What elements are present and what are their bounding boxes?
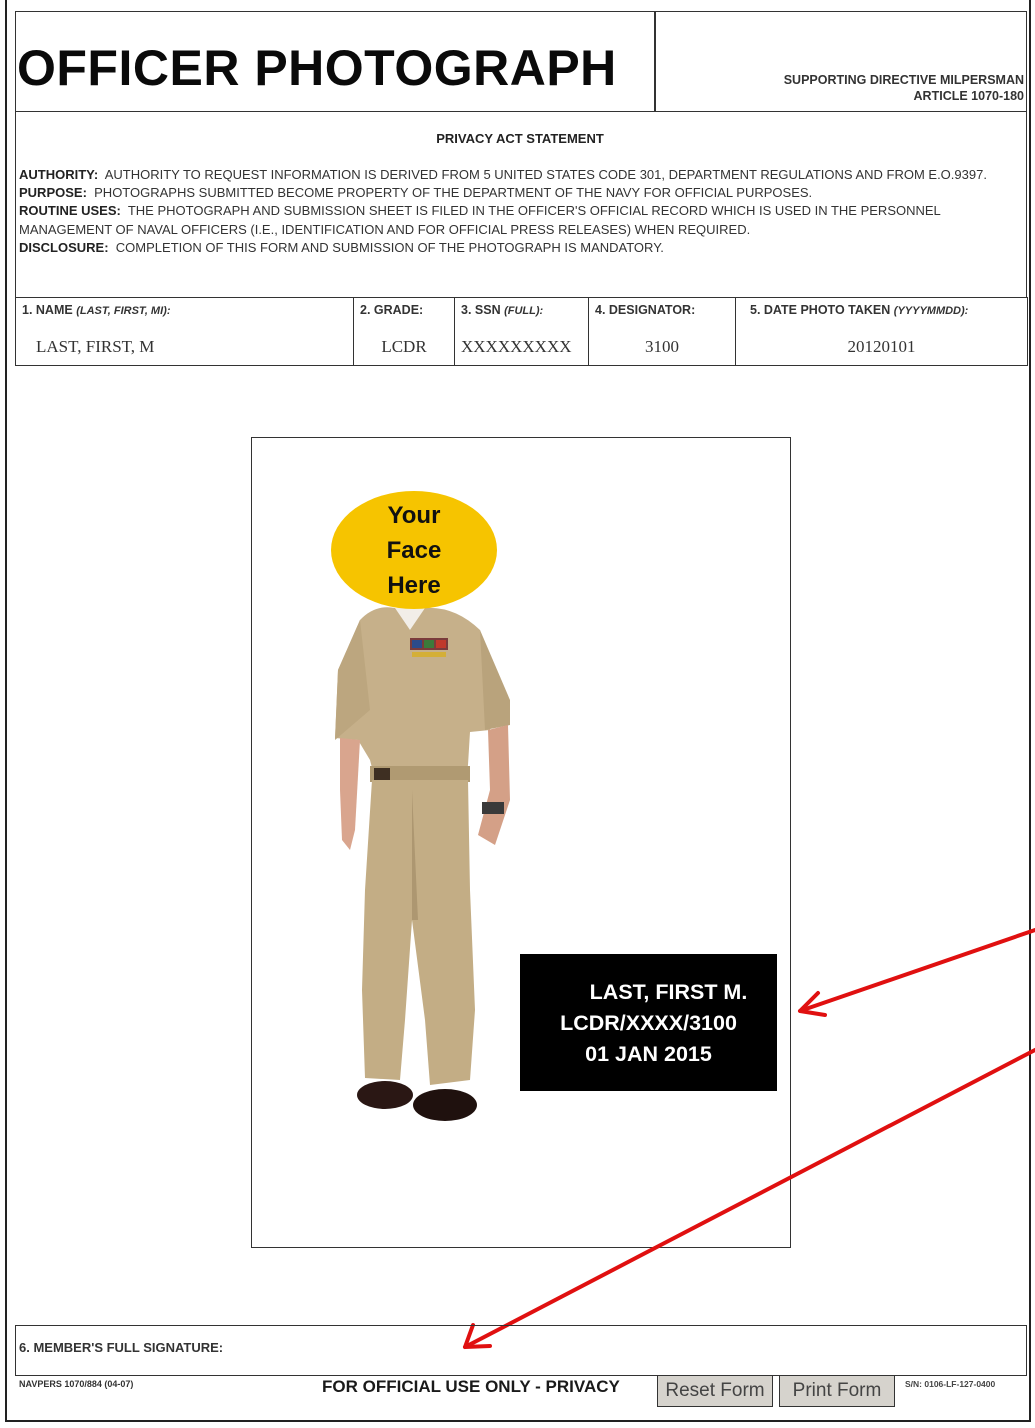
disclosure-label: DISCLOSURE: [19, 239, 109, 255]
member-info-table [15, 297, 1028, 366]
purpose-text: PHOTOGRAPHS SUBMITTED BECOME PROPERTY OF THE DEPARTMENT OF THE NAVY FOR OFFICIAL PURPOSES. [94, 185, 813, 201]
stock-number: S/N: 0106-LF-127-0400 [905, 1379, 996, 1389]
privacy-act-statement [19, 166, 1029, 257]
authority-text: AUTHORITY TO REQUEST INFORMATION IS DERIVED FROM 5 UNITED STATES CODE 301, DEPARTMENT REGULATIONS AND FROM E.O.9397. [104, 167, 987, 182]
placard-name: LAST, FIRST M. [589, 980, 748, 1004]
name-placard [520, 954, 777, 1091]
disclosure-text: COMPLETION OF THIS FORM AND SUBMISSION OF THE PHOTOGRAPH IS MANDATORY. [115, 239, 664, 255]
date-photo-taken-field[interactable]: 20120101 [847, 337, 916, 356]
fouo-notice: FOR OFFICIAL USE ONLY - PRIVACY [322, 1377, 620, 1396]
routine-uses-text: THE PHOTOGRAPH AND SUBMISSION SHEET IS FILED IN THE OFFICER'S OFFICIAL RECORD WHICH IS USED IN THE PERSONNEL MANAGEMENT OF NAVAL OFFICERS (I.E., IDENTIFICATION AND FOR OFFICIAL PRESS RELEASES) WHEN REQUIRED. [19, 203, 941, 237]
designator-field[interactable]: 3100 [645, 337, 679, 356]
ssn-cell [455, 298, 589, 366]
authority-label: AUTHORITY: [19, 167, 99, 182]
page-title: OFFICER PHOTOGRAPH [17, 40, 617, 96]
name-field[interactable]: LAST, FIRST, M [36, 337, 155, 356]
ssn-label: 3. SSN (FULL): [461, 303, 544, 317]
face-text-line-1: Your [387, 502, 441, 529]
routine-uses-paragraph [19, 202, 1029, 238]
designator-label: 4. DESIGNATOR: [595, 303, 696, 317]
name-label: 1. NAME (LAST, FIRST, MI): [22, 303, 171, 317]
reset-form-button[interactable]: Reset Form [657, 1375, 773, 1407]
placard-date: 01 JAN 2015 [585, 1042, 712, 1066]
face-text-line-2: Face [386, 537, 442, 564]
grade-label: 2. GRADE: [360, 303, 424, 317]
supporting-directive [784, 72, 1024, 104]
ssn-field[interactable]: XXXXXXXXX [461, 337, 572, 356]
face-placeholder [331, 491, 497, 609]
signature-label: 6. MEMBER'S FULL SIGNATURE: [19, 1340, 224, 1355]
directive-line-1: SUPPORTING DIRECTIVE MILPERSMAN [783, 73, 1024, 87]
designator-cell [589, 298, 736, 366]
authority-paragraph [19, 166, 1029, 184]
disclosure-paragraph [19, 239, 1029, 257]
print-form-button[interactable]: Print Form [779, 1375, 895, 1407]
purpose-paragraph [19, 184, 1029, 202]
face-text-line-3: Here [387, 572, 441, 599]
date-photo-taken-cell [736, 298, 1028, 366]
grade-field[interactable]: LCDR [381, 337, 427, 356]
directive-line-2: ARTICLE 1070-180 [913, 89, 1024, 103]
header-divider [654, 11, 656, 112]
grade-cell [354, 298, 455, 366]
placard-grade-ssn-designator: LCDR/XXXX/3100 [560, 1011, 737, 1035]
routine-uses-label: ROUTINE USES: [19, 203, 121, 219]
privacy-act-title: PRIVACY ACT STATEMENT [436, 131, 604, 146]
purpose-label: PURPOSE: [19, 185, 87, 201]
form-number: NAVPERS 1070/884 (04-07) [19, 1379, 134, 1389]
date-photo-taken-label: 5. DATE PHOTO TAKEN (YYYYMMDD): [750, 303, 969, 317]
name-cell [16, 298, 354, 366]
uniformed-officer-image [320, 590, 520, 1130]
